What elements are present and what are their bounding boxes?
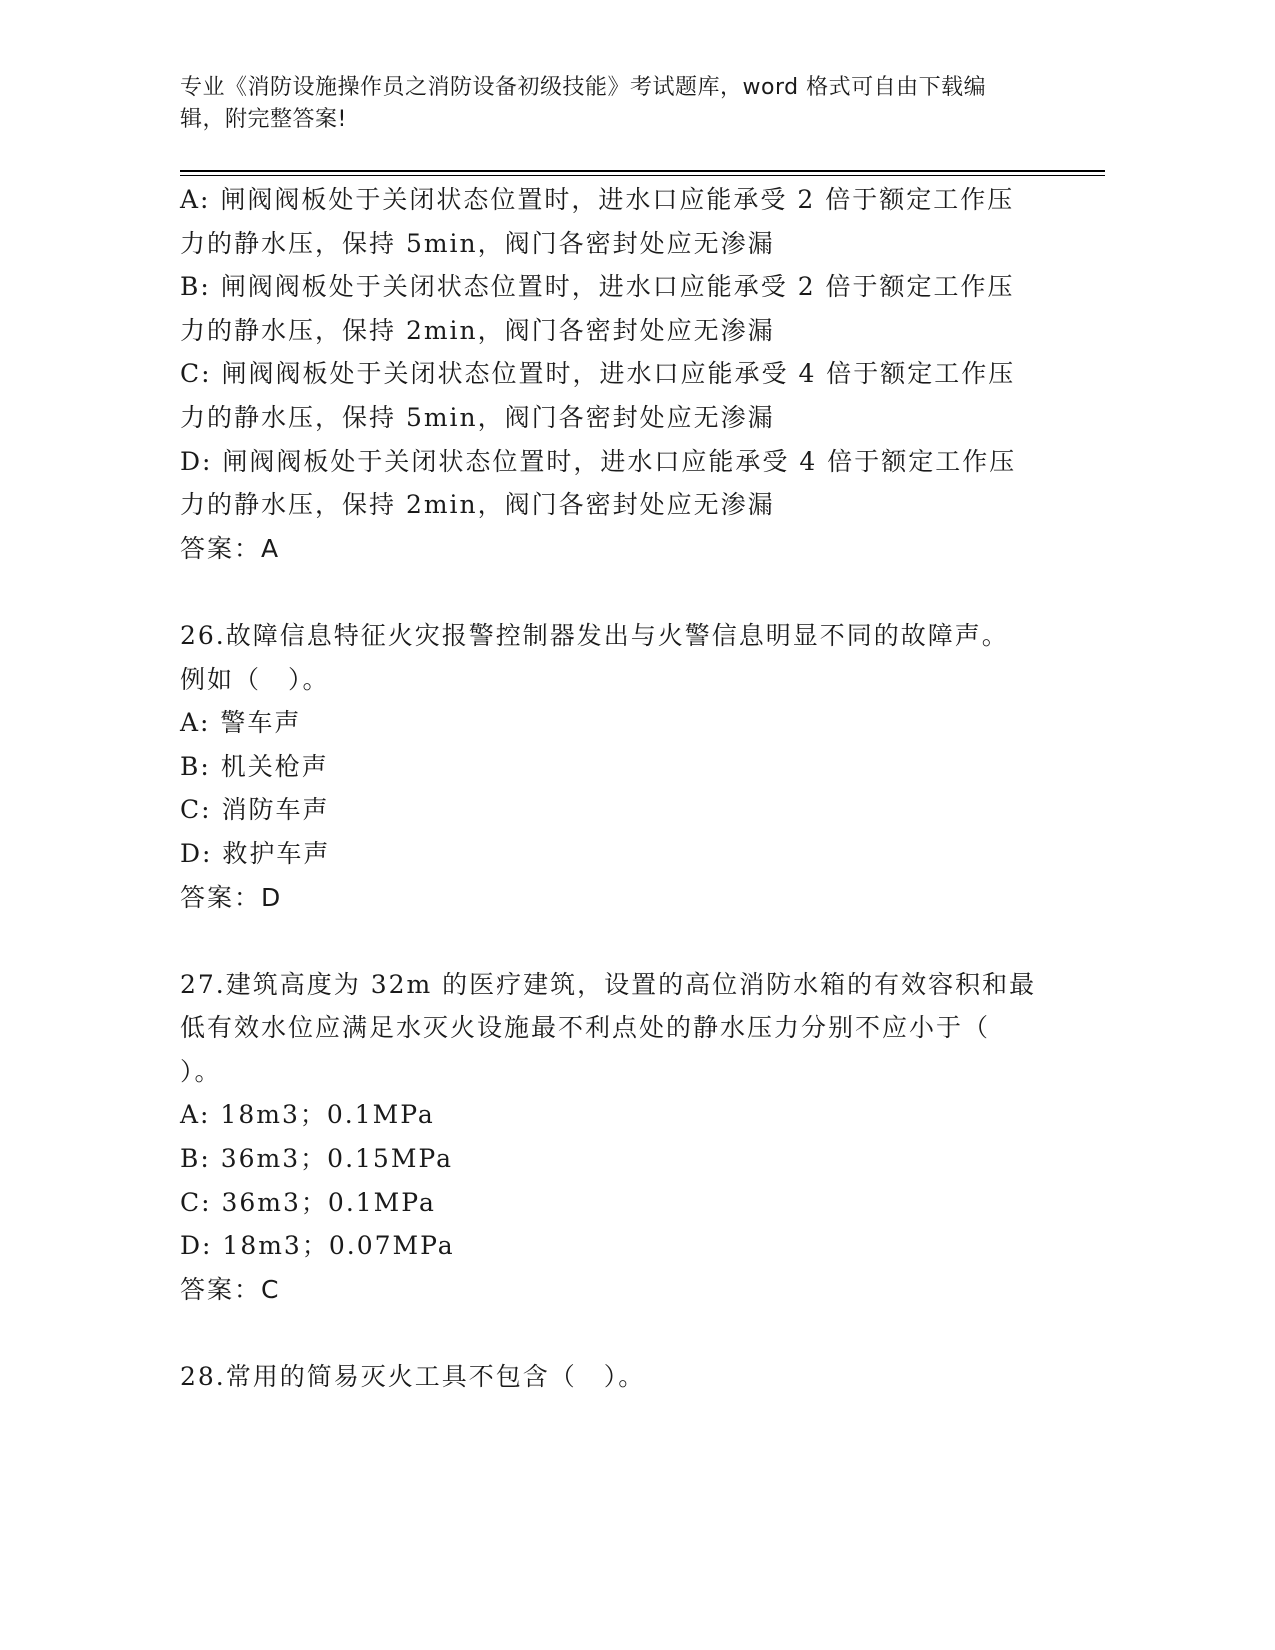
answer-27: 答案：C bbox=[180, 1274, 281, 1304]
answer-25: 答案：A bbox=[180, 533, 281, 563]
question-25 bbox=[180, 178, 1040, 570]
question-stem-line-1: 28.常用的简易灭火工具不包含（ ）。 bbox=[180, 1362, 646, 1392]
question-26 bbox=[180, 614, 1040, 919]
option-d-line-2: 力的静水压，保持 2min，阀门各密封处应无渗漏 bbox=[180, 490, 775, 520]
answer-26: 答案：D bbox=[180, 882, 283, 912]
option-a-line-2: 力的静水压，保持 5min，阀门各密封处应无渗漏 bbox=[180, 228, 775, 258]
question-stem-line-2: 低有效水位应满足水灭火设施最不利点处的静水压力分别不应小于（ bbox=[180, 1013, 991, 1043]
spacer bbox=[180, 919, 1040, 963]
option-d-line-1: D: 闸阀阀板处于关闭状态位置时，进水口应能承受 4 倍于额定工作压 bbox=[180, 446, 1017, 476]
spacer bbox=[180, 570, 1040, 614]
option-d: D: 18m3；0.07MPa bbox=[180, 1231, 455, 1261]
question-stem-line-1: 27.建筑高度为 32m 的医疗建筑，设置的高位消防水箱的有效容积和最 bbox=[180, 969, 1037, 999]
header-rule-thin bbox=[180, 175, 1105, 176]
option-a: A: 警车声 bbox=[180, 708, 302, 738]
header-line-1: 专业《消防设施操作员之消防设备初级技能》考试题库，word 格式可自由下载编 bbox=[180, 75, 987, 100]
option-b: B: 机关枪声 bbox=[180, 751, 329, 781]
option-b-line-1: B: 闸阀阀板处于关闭状态位置时，进水口应能承受 2 倍于额定工作压 bbox=[180, 272, 1015, 302]
option-a-line-1: A: 闸阀阀板处于关闭状态位置时，进水口应能承受 2 倍于额定工作压 bbox=[180, 185, 1015, 214]
question-stem-line-2: 例如（ ）。 bbox=[180, 664, 330, 694]
option-c-line-2: 力的静水压，保持 5min，阀门各密封处应无渗漏 bbox=[180, 402, 775, 432]
question-stem-line-3: ）。 bbox=[180, 1056, 222, 1086]
question-stem-line-1: 26.故障信息特征火灾报警控制器发出与火警信息明显不同的故障声。 bbox=[180, 620, 1009, 650]
question-28 bbox=[180, 1355, 1040, 1399]
question-27 bbox=[180, 963, 1040, 1312]
document-header bbox=[180, 72, 1040, 136]
option-d: D: 救护车声 bbox=[180, 838, 331, 868]
header-line-2: 辑，附完整答案! bbox=[180, 107, 347, 132]
option-b-line-2: 力的静水压，保持 2min，阀门各密封处应无渗漏 bbox=[180, 315, 775, 345]
header-rule-thick bbox=[180, 170, 1105, 172]
option-a: A: 18m3；0.1MPa bbox=[180, 1100, 435, 1130]
option-c-line-1: C: 闸阀阀板处于关闭状态位置时，进水口应能承受 4 倍于额定工作压 bbox=[180, 359, 1016, 389]
option-b: B: 36m3；0.15MPa bbox=[180, 1144, 454, 1174]
option-c: C: 消防车声 bbox=[180, 795, 330, 825]
spacer bbox=[180, 1311, 1040, 1355]
document-body bbox=[180, 178, 1040, 1399]
option-c: C: 36m3；0.1MPa bbox=[180, 1187, 436, 1217]
